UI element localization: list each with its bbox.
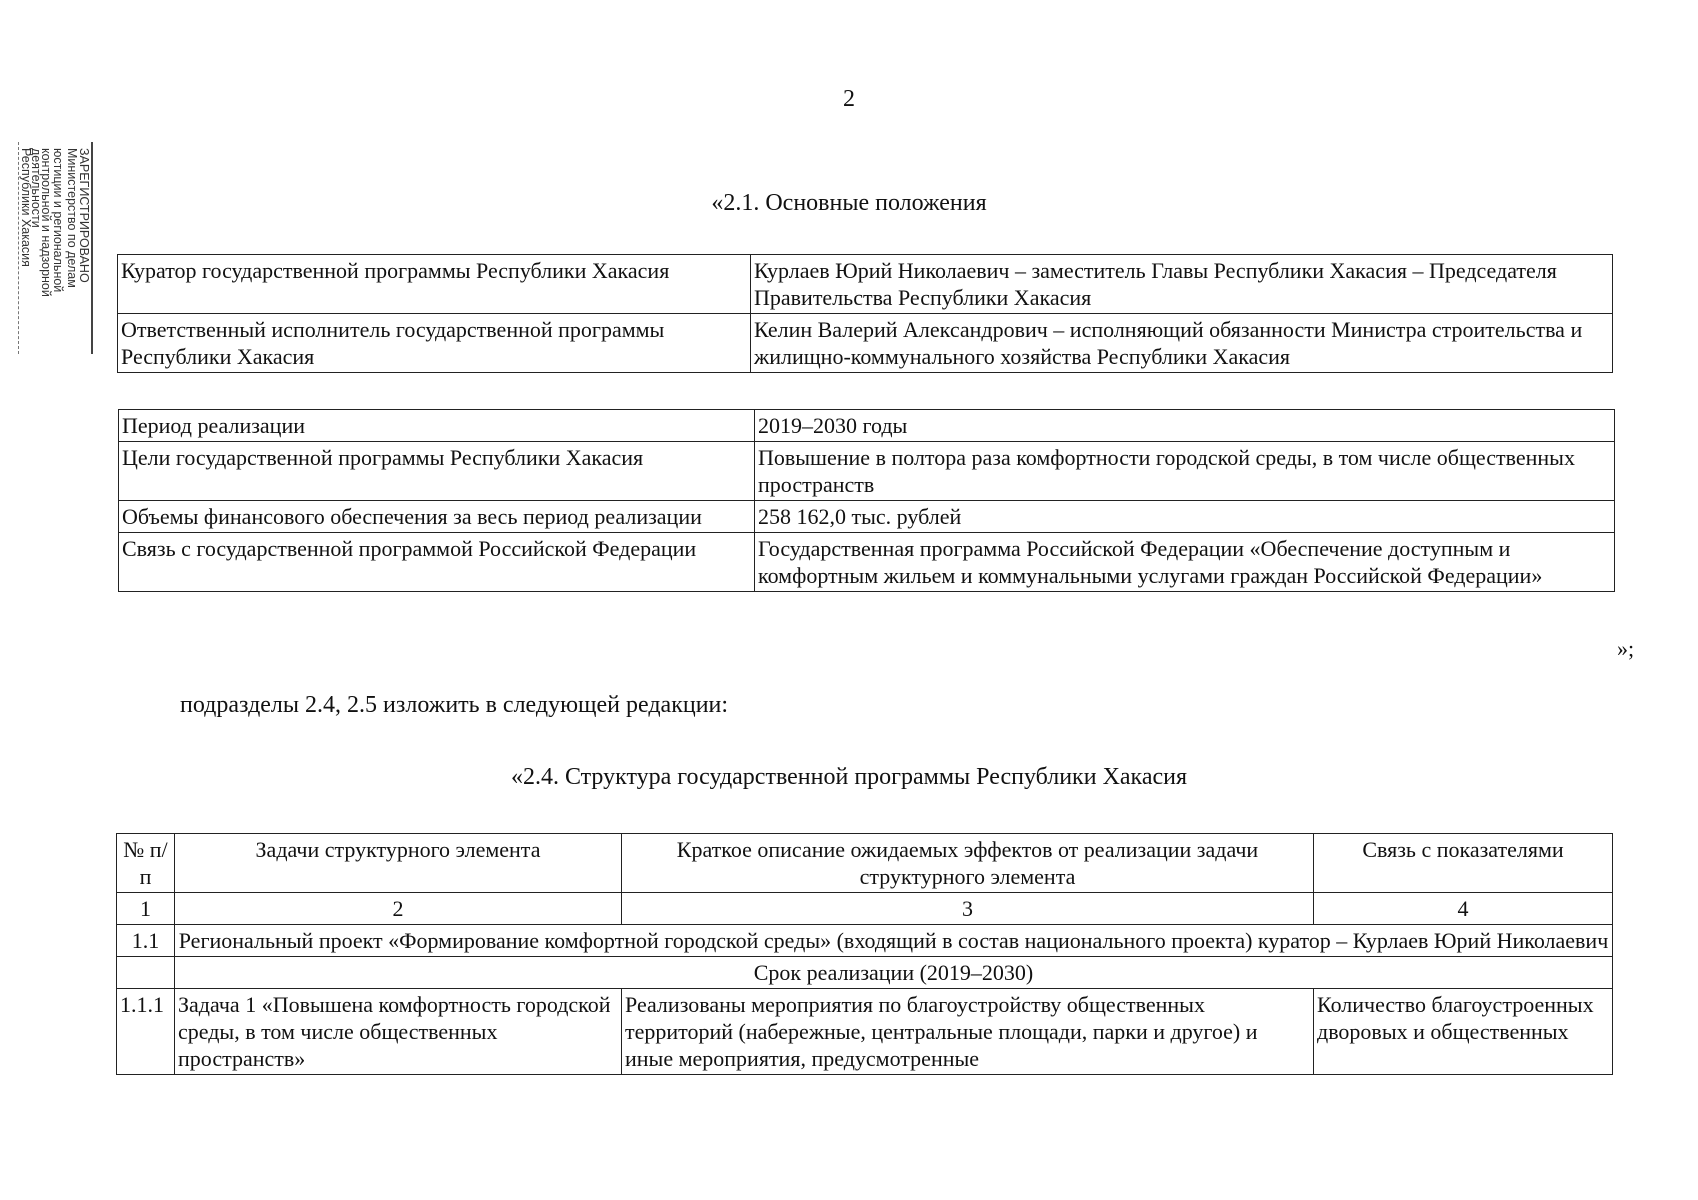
table-row — [119, 410, 1615, 442]
amendment-text: подразделы 2.4, 2.5 изложить в следующей редакции: — [180, 692, 729, 718]
term-row — [117, 957, 1613, 989]
stamp-line: Республики Хакасия — [19, 148, 33, 267]
row-label: Период реализации — [119, 410, 755, 442]
row-label: Куратор государственной программы Республики Хакасия — [118, 255, 751, 314]
section-2-4-heading: «2.4. Структура государственной программы Республики Хакасия — [510, 764, 1188, 790]
stamp-line: деятельности — [29, 148, 43, 228]
row-value: Курлаев Юрий Николаевич – заместитель Главы Республики Хакасия – Председателя Правительства Республики Хакасия — [751, 255, 1613, 314]
row-label: Ответственный исполнитель государственной программы Республики Хакасия — [118, 314, 751, 373]
effect-text: Реализованы мероприятия по благоустройству общественных территорий (набережные, центральные площади, парки и другое) и иные мероприятия, предусмотренные — [622, 989, 1314, 1075]
table-header-row — [117, 834, 1613, 893]
project-row — [117, 925, 1613, 957]
header-tasks: Задачи структурного элемента — [175, 834, 622, 893]
header-links: Связь с показателями — [1314, 834, 1613, 893]
structure-table — [116, 833, 1613, 1075]
row-label: Связь с государственной программой Российской Федерации — [119, 533, 755, 592]
closing-quote-mark: »; — [1617, 636, 1635, 661]
project-title: Региональный проект «Формирование комфортной городской среды» (входящий в состав национального проекта) куратор – Курлаев Юрий Николаевич — [175, 925, 1613, 957]
term-text: Срок реализации (2019–2030) — [175, 957, 1613, 989]
stamp-line: юстиции и региональной — [51, 148, 65, 293]
column-number: 1 — [117, 893, 175, 925]
row-value: Государственная программа Российской Федерации «Обеспечение доступным и комфортным жильем и коммунальными услугами граждан Российской Федерации» — [755, 533, 1615, 592]
row-value: 258 162,0 тыс. рублей — [755, 501, 1615, 533]
task-num: 1.1.1 — [117, 989, 175, 1075]
row-label: Объемы финансового обеспечения за весь период реализации — [119, 501, 755, 533]
passport-table-2 — [118, 409, 1615, 592]
table-row — [119, 442, 1615, 501]
column-number: 3 — [622, 893, 1314, 925]
row-value: Повышение в полтора раза комфортности городской среды, в том числе общественных пространств — [755, 442, 1615, 501]
indicator-text: Количество благоустроенных дворовых и общественных — [1314, 989, 1613, 1075]
stamp-line: Министерство по делам — [65, 148, 79, 288]
table-row — [118, 314, 1613, 373]
passport-table-1 — [117, 254, 1613, 373]
table-row — [117, 989, 1613, 1075]
page-number: 2 — [843, 86, 855, 112]
stamp-line: контрольной и надзорной — [39, 148, 53, 297]
registration-stamp — [18, 142, 93, 354]
column-number: 4 — [1314, 893, 1613, 925]
column-number: 2 — [175, 893, 622, 925]
table-row — [119, 533, 1615, 592]
row-label: Цели государственной программы Республики Хакасия — [119, 442, 755, 501]
stamp-line: ЗАРЕГИСТРИРОВАНО — [77, 148, 91, 283]
row-value: 2019–2030 годы — [755, 410, 1615, 442]
row-value: Келин Валерий Александрович – исполняющий обязанности Министра строительства и жилищно-коммунального хозяйства Республики Хакасия — [751, 314, 1613, 373]
project-num: 1.1 — [117, 925, 175, 957]
table-row — [118, 255, 1613, 314]
column-number-row — [117, 893, 1613, 925]
task-text: Задача 1 «Повышена комфортность городской среды, в том числе общественных пространств» — [175, 989, 622, 1075]
empty-cell — [117, 957, 175, 989]
header-num: № п/п — [117, 834, 175, 893]
section-2-1-heading: «2.1. Основные положения — [711, 190, 987, 216]
table-row — [119, 501, 1615, 533]
header-effects: Краткое описание ожидаемых эффектов от реализации задачи структурного элемента — [622, 834, 1314, 893]
